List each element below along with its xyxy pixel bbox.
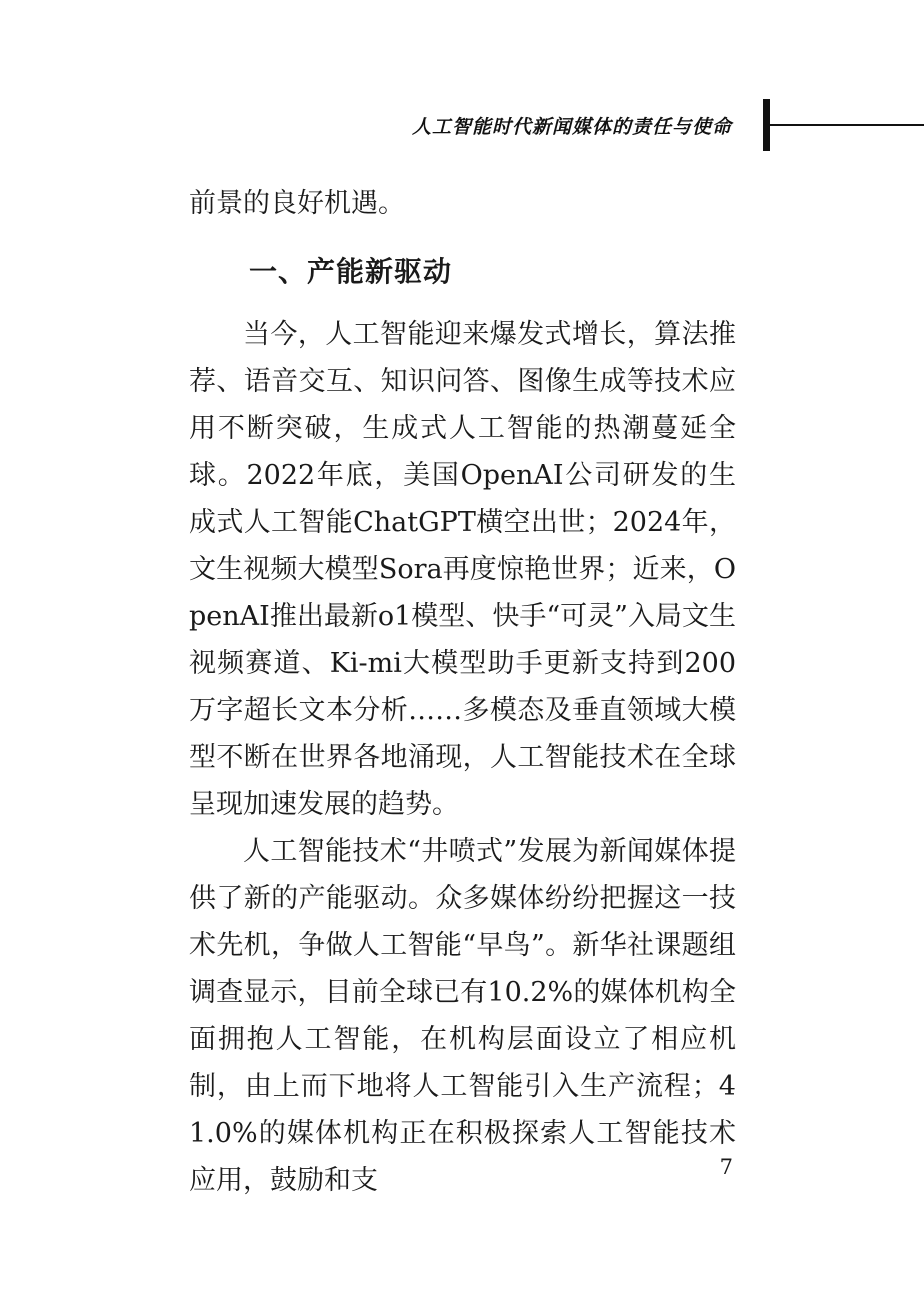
section-heading: 一、产能新驱动 bbox=[249, 255, 453, 288]
header-rule bbox=[770, 124, 924, 126]
paragraph: 当今，人工智能迎来爆发式增长，算法推荐、语音交互、知识问答、图像生成等技术应用不断突破，生成式人工智能的热潮蔓延全球。2022年底，美国OpenAI公司研发的生成式人工智能ChatGPT横空出世；2024年，文生视频大模型Sora再度惊艳世界；近来，OpenAI推出最新o1模型、快手“可灵”入局文生视频赛道、Ki-mi大模型助手更新支持到200万字超长文本分析……多模态及垂直领域大模型不断在世界各地涌现，人工智能技术在全球呈现加速发展的趋势。 bbox=[189, 319, 736, 820]
running-header: 人工智能时代新闻媒体的责任与使命 bbox=[411, 116, 732, 138]
body-text bbox=[189, 180, 736, 1204]
continuation-text: 前景的良好机遇。 bbox=[189, 188, 405, 219]
paragraph: 人工智能技术“井喷式”发展为新闻媒体提供了新的产能驱动。众多媒体纷纷把握这一技术先机，争做人工智能“早鸟”。新华社课题组调查显示，目前全球已有10.2%的媒体机构全面拥抱人工智能，在机构层面设立了相应机制，由上而下地将人工智能引入生产流程；41.0%的媒体机构正在积极探索人工智能技术应用，鼓励和支 bbox=[189, 836, 736, 1196]
header-bar bbox=[763, 99, 770, 151]
page-number: 7 bbox=[719, 1155, 733, 1179]
